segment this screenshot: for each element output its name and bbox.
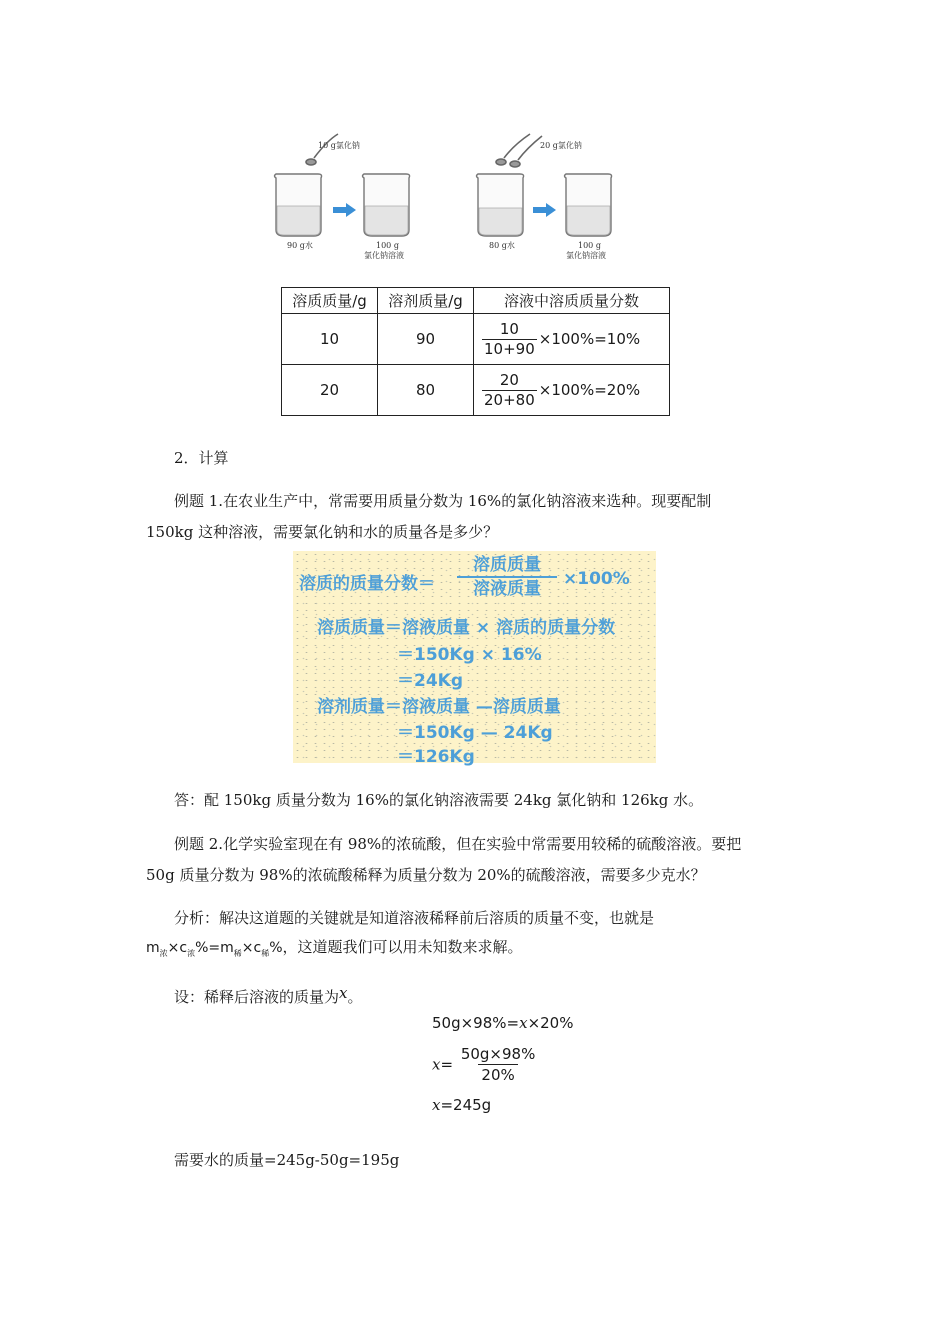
- formula-line3: ＝150Kg × 16%: [397, 645, 542, 665]
- formula-line2: 溶质质量＝溶液质量 × 溶质的质量分数: [317, 618, 616, 638]
- dissolution-figure: [268, 130, 678, 275]
- section-heading: 2．计算: [174, 449, 229, 467]
- spoon-label-left: 10 g氯化钠: [318, 141, 360, 150]
- formula-fraction-numerator: 溶质质量: [473, 555, 541, 575]
- header-solvent: 溶剂质量/g: [378, 288, 474, 314]
- example1-line1: 例题 1.在农业生产中，常需要用质量分数为 16%的氯化钠溶液来选种。现要配制: [174, 492, 712, 510]
- water-mass-line: 需要水的质量=245g-50g=195g: [174, 1151, 400, 1169]
- fraction: [482, 371, 537, 410]
- spoon-label-right: 20 g氯化钠: [540, 141, 582, 150]
- table-row: [282, 365, 670, 416]
- fraction-numerator: 10: [499, 319, 519, 338]
- solution-table: [281, 287, 670, 416]
- header-fraction: 溶液中溶质质量分数: [474, 288, 670, 314]
- equation-2: x= $\frac{50g\times 98\%}{20\%}$: [432, 1044, 538, 1085]
- analysis-line2: [146, 937, 523, 964]
- fraction-denominator: 20+80: [484, 390, 535, 409]
- answer1: 答：配 150kg 质量分数为 16%的氯化钠溶液需要 24kg 氯化钠和 126kg 水。: [174, 791, 704, 809]
- formula-image: [293, 551, 656, 767]
- cell-solvent: 80: [378, 365, 474, 416]
- equation-1: 50g×98%=x×20%: [432, 1014, 574, 1032]
- fraction-tail: ×100%=20%: [538, 381, 641, 399]
- formula-line5: 溶剂质量＝溶液质量 —溶质质量: [317, 697, 561, 717]
- table-header-row: [282, 288, 670, 314]
- analysis-line1: 分析：解决这道题的关键就是知道溶液稀释前后溶质的质量不变，也就是: [174, 909, 655, 927]
- beaker-illustration: [268, 130, 678, 275]
- beaker-3-label: 80 g水: [489, 241, 515, 250]
- equation-3: x=245g: [432, 1096, 492, 1114]
- formula-fraction-denominator: 溶液质量: [457, 576, 557, 600]
- fraction-denominator: 10+90: [484, 339, 535, 358]
- fraction: [482, 320, 537, 359]
- table-row: [282, 314, 670, 365]
- beaker-4-label-1: 100 g: [578, 241, 601, 250]
- beaker-4-label-2: 氯化钠溶液: [566, 251, 606, 260]
- fraction-numerator: 20: [499, 370, 519, 389]
- formula-line1-right: ×100%: [563, 569, 630, 589]
- cell-fraction: [474, 365, 670, 416]
- formula-line1-left: 溶质的质量分数＝: [299, 574, 435, 594]
- setup-variable: x: [339, 984, 348, 1002]
- header-solute: 溶质质量/g: [282, 288, 378, 314]
- fraction-tail: ×100%=10%: [538, 330, 641, 348]
- cell-solute: 20: [282, 365, 378, 416]
- example2-line2: 50g 质量分数为 98%的浓硫酸稀释为质量分数为 20%的硫酸溶液，需要多少克水？: [146, 866, 706, 884]
- analysis-line2-tail: ，这道题我们可以用未知数来求解。: [282, 938, 523, 956]
- cell-solvent: 90: [378, 314, 474, 365]
- formula-line7: ＝126Kg: [397, 747, 475, 767]
- cell-fraction: [474, 314, 670, 365]
- formula-line4: ＝24Kg: [397, 671, 463, 691]
- beaker-2-label-1: 100 g: [376, 241, 399, 250]
- beaker-1-label: 90 g水: [287, 241, 313, 250]
- formula-line6: ＝150Kg — 24Kg: [397, 723, 553, 743]
- example1-line2: 150kg 这种溶液，需要氯化钠和水的质量各是多少？: [146, 523, 499, 541]
- dilution-expression: $m_浓\times c_浓\%=m_稀\times c_稀\%$: [146, 940, 283, 958]
- setup-line: 设：稀释后溶液的质量为x。: [174, 984, 363, 1006]
- beaker-2-label-2: 氯化钠溶液: [364, 251, 404, 260]
- formula-fraction: [457, 554, 557, 600]
- example2-line1: 例题 2.化学实验室现在有 98%的浓硫酸，但在实验中常需要用较稀的硫酸溶液。要把: [174, 835, 742, 853]
- equation-fraction: $\frac{50g\times 98\%}{20\%}$: [460, 1045, 536, 1084]
- cell-solute: 10: [282, 314, 378, 365]
